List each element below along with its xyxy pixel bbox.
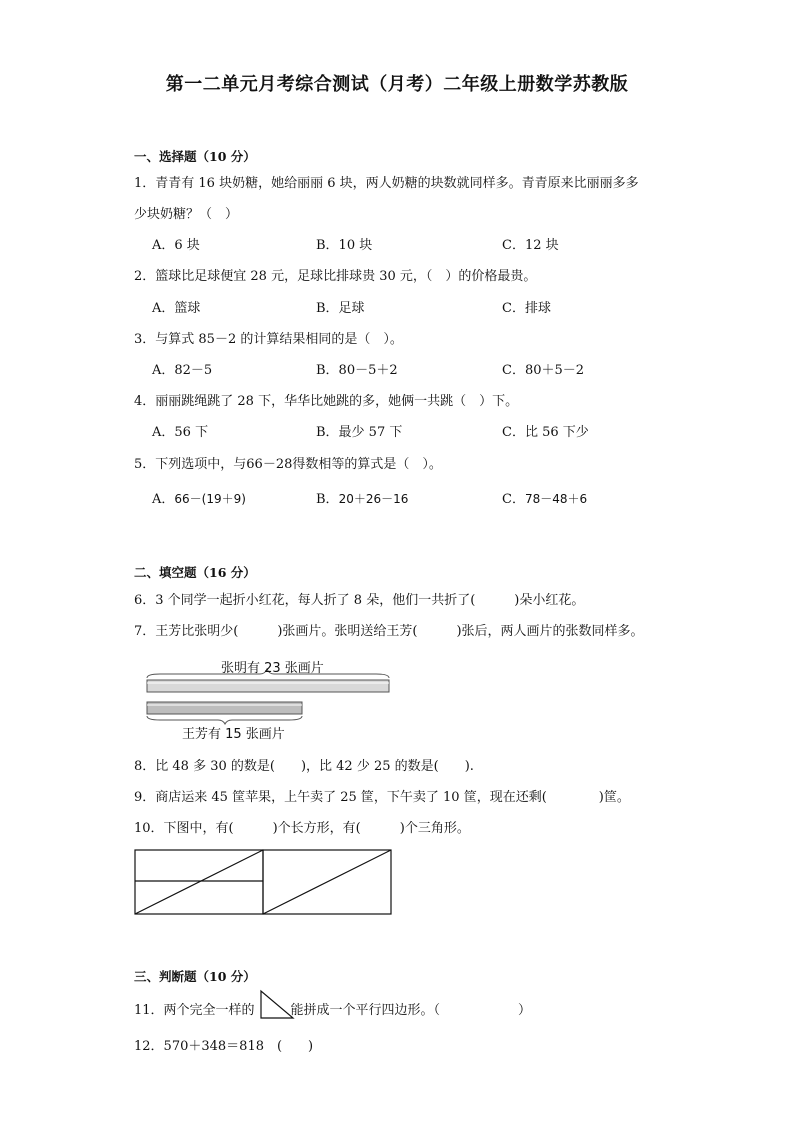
question-6: 6．3 个同学一起折小红花，每人折了 8 朵，他们一共折了( )朵小红花。 — [134, 593, 585, 608]
right-triangle-icon — [259, 989, 295, 1021]
q5-option-c — [502, 488, 587, 507]
right-diagonal — [263, 850, 391, 914]
page-title: 第一二单元月考综合测试（月考）二年级上册数学苏教版 — [165, 74, 629, 95]
q1-option-b: B．10 块 — [316, 238, 373, 253]
q5-option-a-expr: 66－(19＋9) — [174, 492, 246, 506]
question-12: 12．570＋348＝818 ( ) — [134, 1039, 314, 1054]
q7-top-label: 张明有 23 张画片 — [221, 661, 324, 676]
q5-option-c-expr: 78－48＋6 — [524, 492, 588, 506]
q5-option-a-label: A． — [152, 492, 175, 507]
question-3: 3．与算式 85－2 的计算结果相同的是（ ）。 — [134, 332, 403, 347]
q4-option-a: A．56 下 — [152, 425, 209, 440]
question-1-line2: 少块奶糖？（ ） — [134, 207, 239, 222]
question-1-line1: 1．青青有 16 块奶糖，她给丽丽 6 块，两人奶糖的块数就同样多。青青原来比丽丽多多 — [134, 176, 639, 191]
question-10: 10．下图中，有( )个长方形，有( )个三角形。 — [134, 821, 470, 836]
question-7: 7．王芳比张明少( )张画片。张明送给王芳( )张后，两人画片的张数同样多。 — [134, 624, 644, 639]
question-11 — [134, 999, 531, 1018]
q4-option-b: B．最少 57 下 — [316, 425, 403, 440]
q3-option-a: A．82－5 — [152, 363, 213, 378]
question-8: 8．比 48 多 30 的数是( )，比 42 少 25 的数是( ). — [134, 759, 474, 774]
q1-option-a: A．6 块 — [152, 238, 200, 253]
q5-option-c-label: C． — [502, 492, 525, 507]
question-9: 9．商店运来 45 筐苹果，上午卖了 25 筐，下午卖了 10 筐，现在还剩( )筐。 — [134, 790, 630, 805]
section-heading-choice: 一、选择题（10 分） — [134, 149, 256, 164]
zhangming-bar — [147, 680, 389, 692]
question-4: 4．丽丽跳绳跳了 28 下，华华比她跳的多，她俩一共跳（ ）下。 — [134, 394, 519, 409]
question-5: 5．下列选项中，与66－28得数相等的算式是（ ）。 — [134, 457, 442, 472]
question-2: 2．篮球比足球便宜 28 元，足球比排球贵 30 元，（ ）的价格最贵。 — [134, 269, 537, 284]
q1-option-c: C．12 块 — [502, 238, 559, 253]
q3-option-c: C．80＋5－2 — [502, 363, 585, 378]
q3-option-b: B．80－5＋2 — [316, 363, 398, 378]
wangfang-bar — [147, 702, 302, 714]
q7-bottom-label: 王芳有 15 张画片 — [182, 727, 285, 742]
q5-option-b-expr: 20＋26－16 — [338, 492, 409, 506]
q5-option-a — [152, 488, 246, 507]
question-11-before: 11．两个完全一样的 — [134, 1003, 255, 1018]
left-diagonal — [135, 850, 263, 914]
q2-option-c: C．排球 — [502, 301, 551, 316]
question-11-after: 能拼成一个平行四边形。（ ） — [290, 1003, 532, 1018]
q10-rectangles-figure — [134, 849, 394, 917]
q2-option-a: A．篮球 — [152, 301, 201, 316]
section-heading-judge: 三、判断题（10 分） — [134, 969, 256, 984]
q5-option-b — [316, 488, 408, 507]
q4-option-c: C．比 56 下少 — [502, 425, 589, 440]
q5-option-b-label: B． — [316, 492, 339, 507]
q2-option-b: B．足球 — [316, 301, 365, 316]
section-heading-fill: 二、填空题（16 分） — [134, 565, 256, 580]
